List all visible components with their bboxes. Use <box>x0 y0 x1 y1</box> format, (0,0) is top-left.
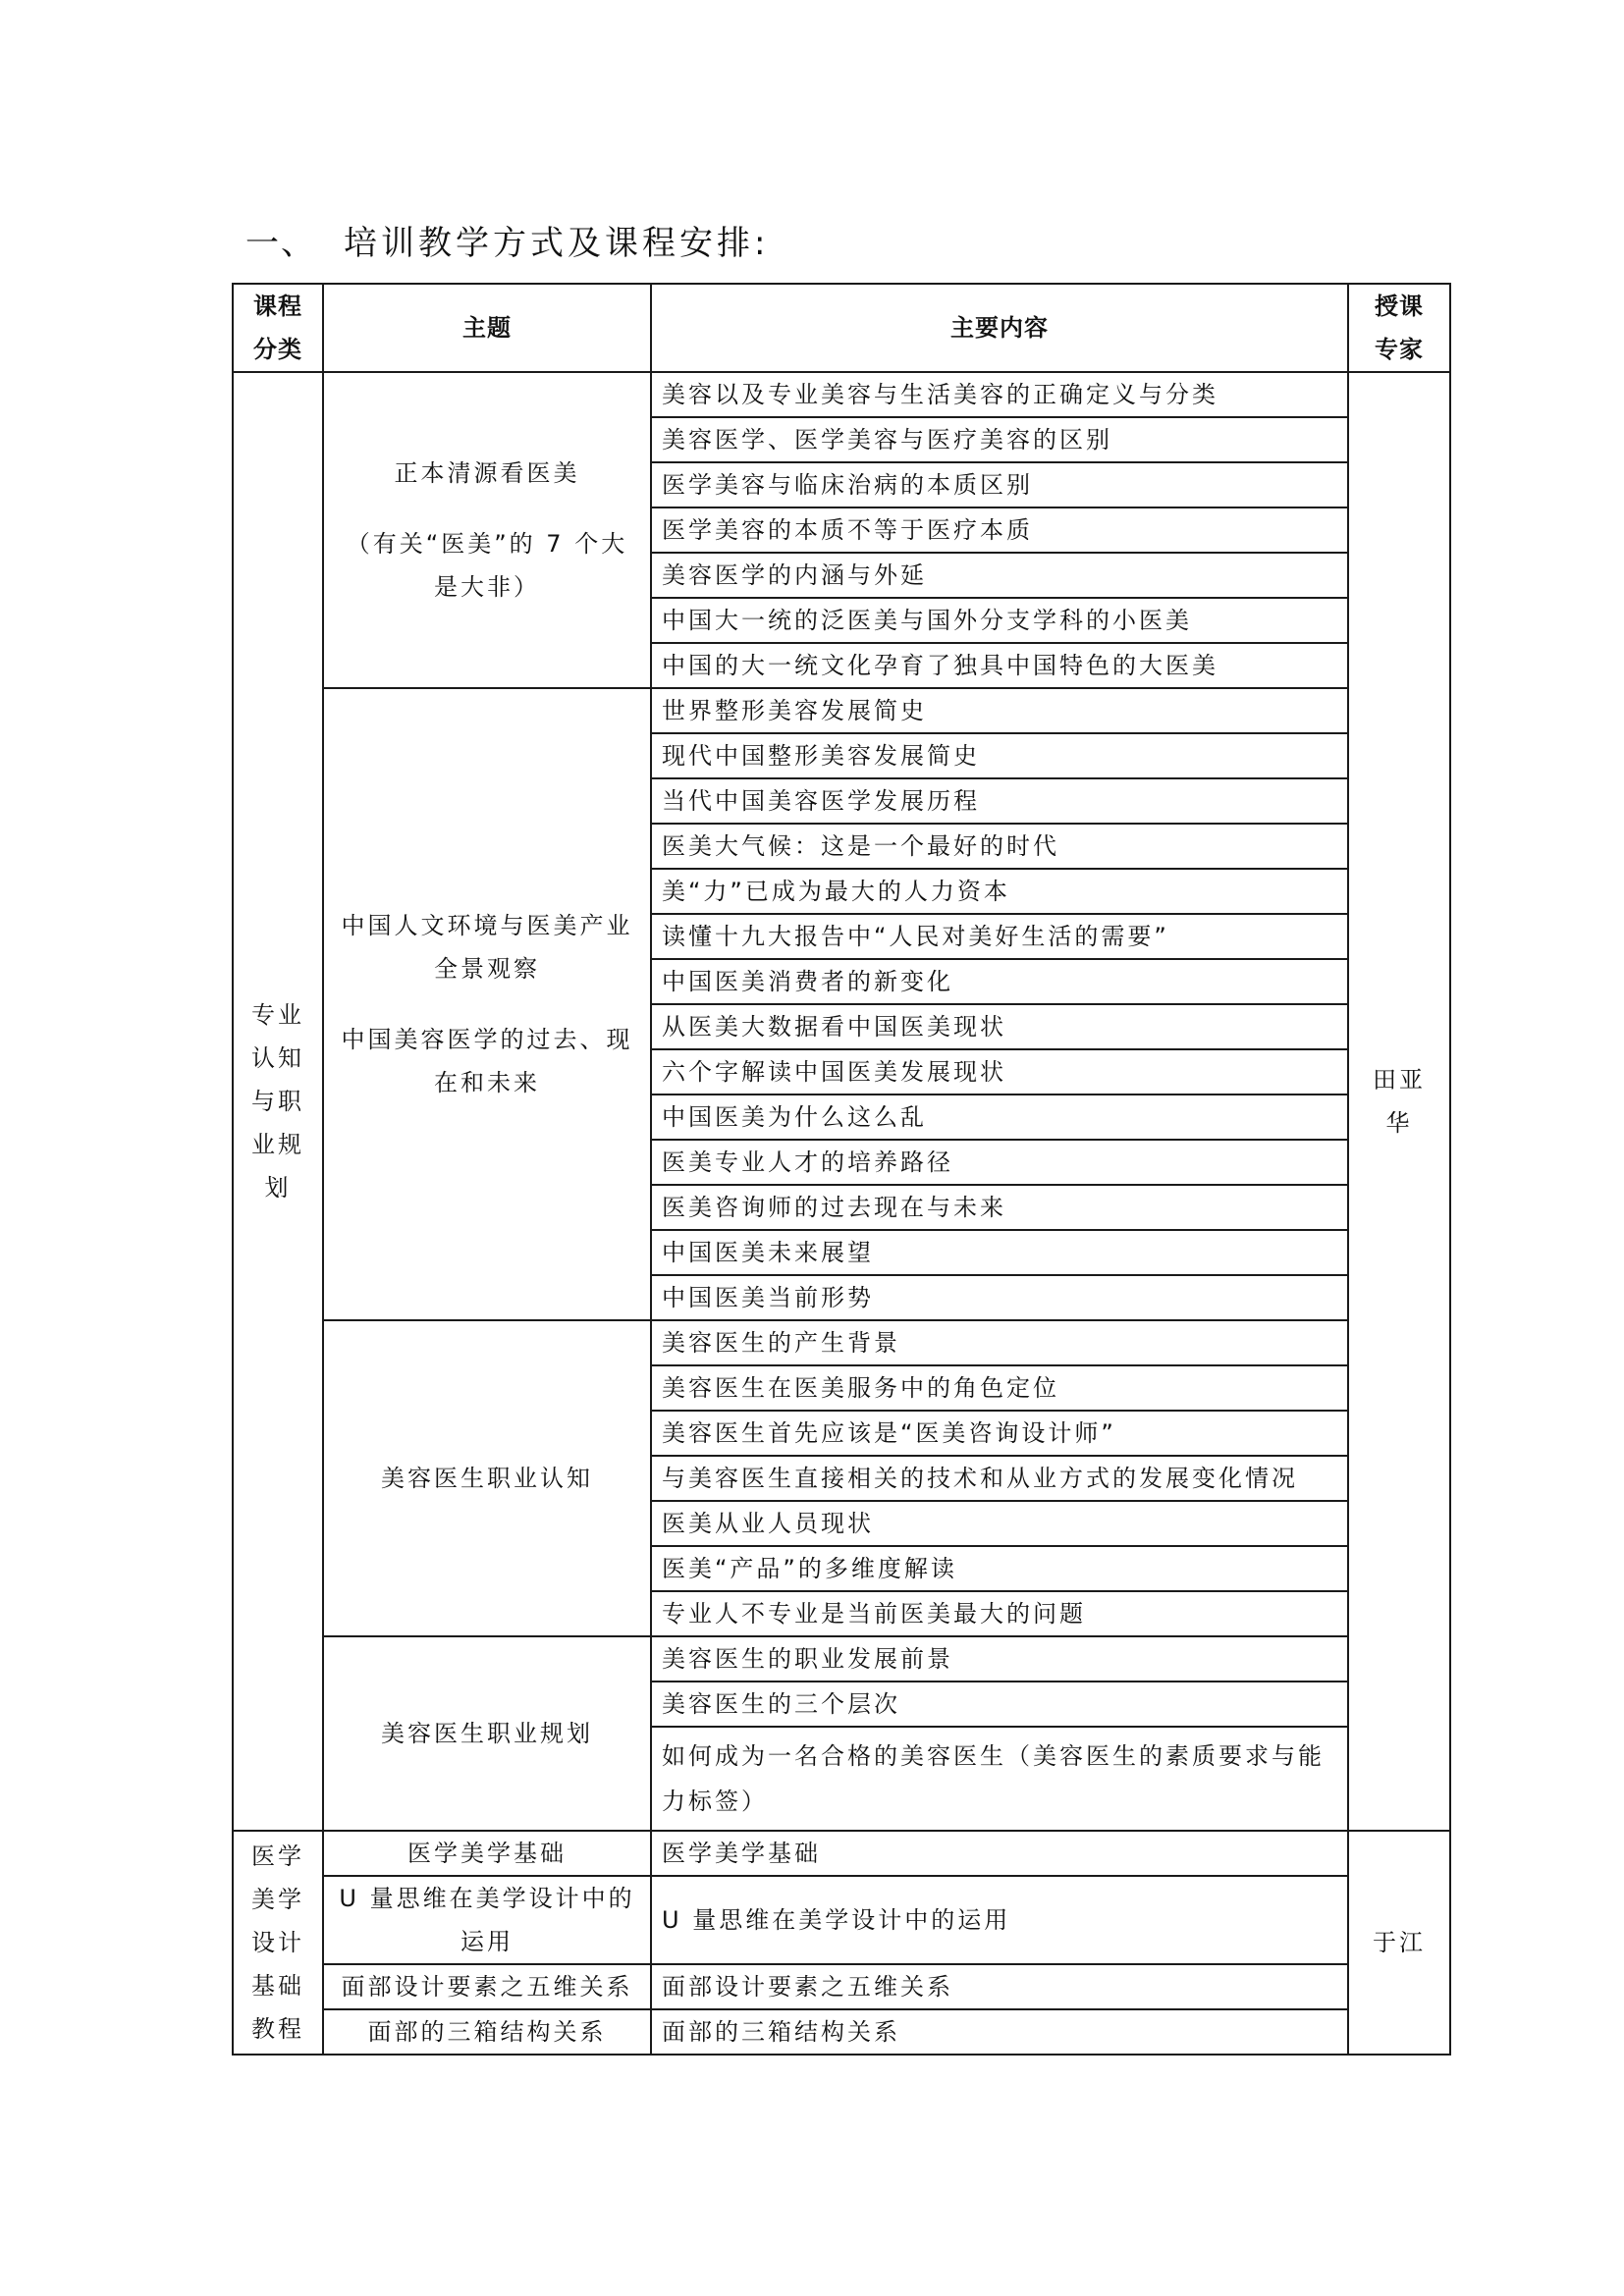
section-heading <box>245 216 769 264</box>
content-cell: 医美“产品”的多维度解读 <box>651 1546 1348 1591</box>
content-cell: 六个字解读中国医美发展现状 <box>651 1049 1348 1095</box>
content-cell: 与美容医生直接相关的技术和从业方式的发展变化情况 <box>651 1456 1348 1501</box>
content-cell: 医学美容的本质不等于医疗本质 <box>651 507 1348 553</box>
table-row <box>233 372 1450 417</box>
category-cell: 医学 美学 设计 基础 教程 <box>233 1831 323 2055</box>
expert-cell: 于江 <box>1348 1831 1450 2055</box>
topic-cell: 美容医生职业认知 <box>323 1320 651 1636</box>
content-cell: 美容医学、医学美容与医疗美容的区别 <box>651 417 1348 462</box>
topic-cell: 面部设计要素之五维关系 <box>323 1964 651 2009</box>
section-title: 培训教学方式及课程安排: <box>344 224 770 263</box>
table-row <box>233 2009 1450 2055</box>
content-cell: 从医美大数据看中国医美现状 <box>651 1004 1348 1049</box>
content-cell: 美容医生的职业发展前景 <box>651 1636 1348 1682</box>
category-cell: 专业 认知 与职 业规 划 <box>233 372 323 1831</box>
content-cell: 医学美容与临床治病的本质区别 <box>651 462 1348 507</box>
content-cell: 美“力”已成为最大的人力资本 <box>651 869 1348 914</box>
content-cell: 医美从业人员现状 <box>651 1501 1348 1546</box>
topic-cell: 中国人文环境与医美产业 全景观察 中国美容医学的过去、现 在和未来 <box>323 688 651 1320</box>
content-cell: 医美大气候：这是一个最好的时代 <box>651 824 1348 869</box>
content-cell: 医学美学基础 <box>651 1831 1348 1876</box>
content-cell: 美容医生的三个层次 <box>651 1682 1348 1727</box>
content-cell: 中国大一统的泛医美与国外分支学科的小医美 <box>651 598 1348 643</box>
content-cell: 世界整形美容发展简史 <box>651 688 1348 733</box>
topic-cell: U 量思维在美学设计中的 运用 <box>323 1876 651 1964</box>
table-row <box>233 1831 1450 1876</box>
table-row <box>233 1636 1450 1682</box>
table-row <box>233 688 1450 733</box>
content-cell: 美容以及专业美容与生活美容的正确定义与分类 <box>651 372 1348 417</box>
content-cell: 专业人不专业是当前医美最大的问题 <box>651 1591 1348 1636</box>
content-cell: 现代中国整形美容发展简史 <box>651 733 1348 778</box>
content-cell: 中国医美消费者的新变化 <box>651 959 1348 1004</box>
content-cell: 美容医生首先应该是“医美咨询设计师” <box>651 1411 1348 1456</box>
content-cell: 中国医美未来展望 <box>651 1230 1348 1275</box>
table-row <box>233 1964 1450 2009</box>
content-cell: U 量思维在美学设计中的运用 <box>651 1876 1348 1964</box>
topic-cell: 面部的三箱结构关系 <box>323 2009 651 2055</box>
content-cell: 面部设计要素之五维关系 <box>651 1964 1348 2009</box>
course-table <box>232 283 1451 2056</box>
content-cell: 中国医美当前形势 <box>651 1275 1348 1320</box>
content-cell: 面部的三箱结构关系 <box>651 2009 1348 2055</box>
header-content: 主要内容 <box>651 284 1348 372</box>
table-row <box>233 1876 1450 1964</box>
content-cell: 当代中国美容医学发展历程 <box>651 778 1348 824</box>
content-cell: 美容医生在医美服务中的角色定位 <box>651 1365 1348 1411</box>
header-row <box>233 284 1450 372</box>
content-cell: 读懂十九大报告中“人民对美好生活的需要” <box>651 914 1348 959</box>
content-cell: 美容医生的产生背景 <box>651 1320 1348 1365</box>
header-category: 课程 分类 <box>233 284 323 372</box>
content-cell: 医美咨询师的过去现在与未来 <box>651 1185 1348 1230</box>
topic-cell: 正本清源看医美 （有关“医美”的 7 个大 是大非） <box>323 372 651 688</box>
content-cell: 美容医学的内涵与外延 <box>651 553 1348 598</box>
topic-cell: 美容医生职业规划 <box>323 1636 651 1831</box>
table-row <box>233 1320 1450 1365</box>
course-table-body <box>233 372 1450 2055</box>
header-topic: 主题 <box>323 284 651 372</box>
content-cell: 中国的大一统文化孕育了独具中国特色的大医美 <box>651 643 1348 688</box>
content-cell: 医美专业人才的培养路径 <box>651 1140 1348 1185</box>
topic-cell: 医学美学基础 <box>323 1831 651 1876</box>
expert-cell: 田亚 华 <box>1348 372 1450 1831</box>
header-expert: 授课 专家 <box>1348 284 1450 372</box>
content-cell: 如何成为一名合格的美容医生（美容医生的素质要求与能力标签） <box>651 1727 1348 1831</box>
section-number: 一、 <box>245 224 316 263</box>
content-cell: 中国医美为什么这么乱 <box>651 1095 1348 1140</box>
